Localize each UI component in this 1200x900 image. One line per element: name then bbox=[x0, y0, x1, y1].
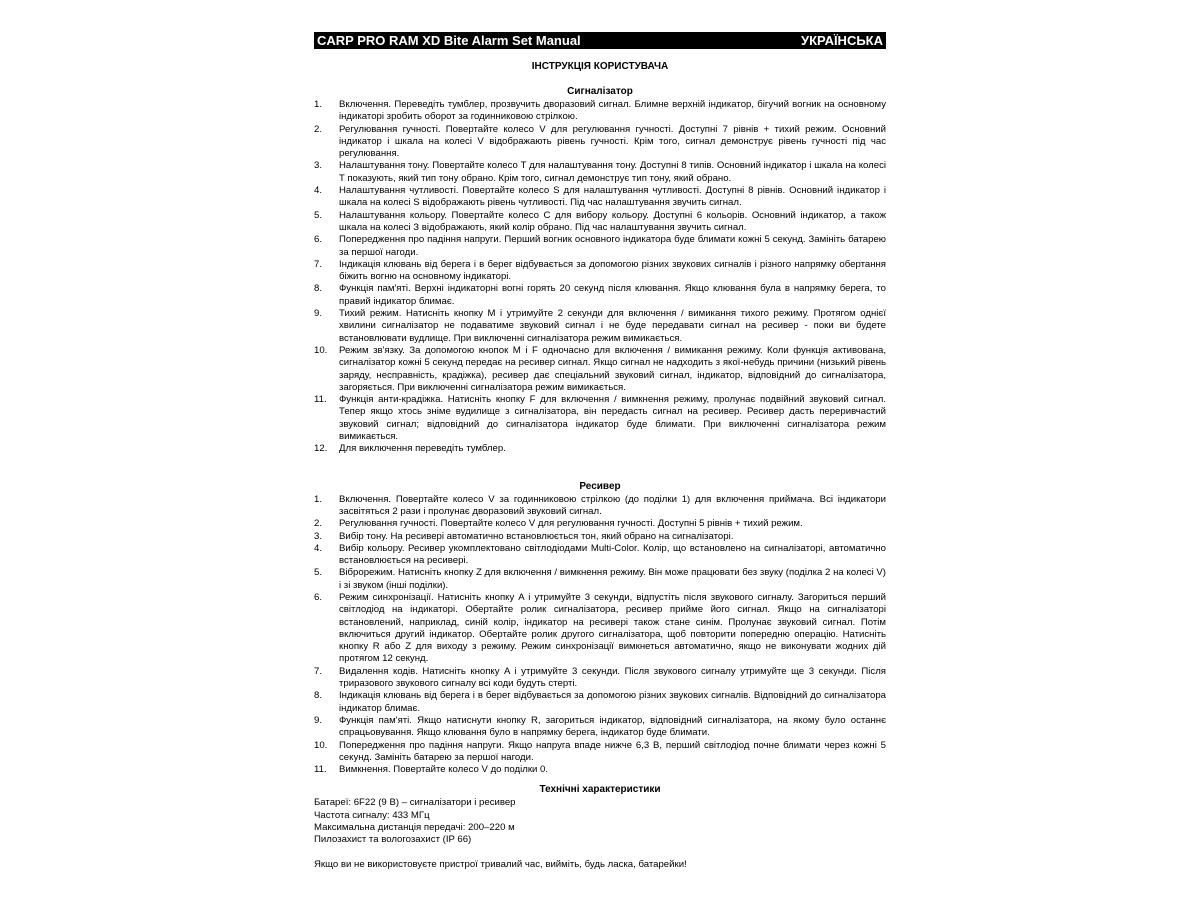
item-text: Режим синхронізації. Натисніть кнопку A і утримуйте 3 секунди, відпустіть після звукового сигналу. Загориться перший світлодіод на індикаторі. Обертайте ролик сигналізатора, ресивер прийме його сигнал. Якщо на сигналізаторі встановлений, наприклад, синій колір, індикатор на ресивері також стане синім. Пролунає звуковий сигнал. Потім включиться другий індикатор. Обертайте ролик другого сигналізатора, щоб повторити попередню операцію. Натисніть кнопку R або Z для виходу з режиму. Режим синхронізації вимкнеться автоматично, якщо не виконувати жодних дій протягом 12 секунд. bbox=[339, 591, 886, 665]
spec-protection: Пилозахист та вологозахист (IP 66) bbox=[314, 834, 472, 846]
item-text: Вибір тону. На ресивері автоматично встановлюється тон, який обрано на сигналізаторі. bbox=[339, 530, 734, 542]
item-number: 5. bbox=[314, 567, 323, 579]
item-number: 6. bbox=[314, 234, 323, 246]
item-number: 10. bbox=[314, 739, 328, 751]
item-text: Режим зв'язку. За допомогою кнопок M і F одночасно для включення / вимикання режиму. Коли функція активована, сигналізатор кожні 5 секунд передає на ресивер сигнал. Якщо сигнал не надходить з якої-небудь причини (низький рівень заряду, несправність, крадіжка), ресивер дає спеціальний звуковий сигнал, індикатор, відповідний до сигналізатора, загоряється. При виключенні сигналізатора режим вимикається. bbox=[339, 344, 886, 393]
item-number: 4. bbox=[314, 185, 323, 197]
list-item bbox=[314, 690, 886, 715]
item-text: Регулювання гучності. Повертайте колесо V для регулювання гучності. Доступні 7 рівнів + тихий режим. Основний індикатор і шкала на колесі V відображають рівень гучності. Крім того, сигнал демонструє рівень гучності під час регулювання. bbox=[339, 123, 886, 160]
item-number: 8. bbox=[314, 283, 323, 295]
item-text: Віброрежим. Натисніть кнопку Z для включення / вимкнення режиму. Він може працювати без звуку (поділка 2 на колесі V) і зі звуком (інші поділки). bbox=[339, 567, 886, 591]
item-text: Налаштування кольору. Повертайте колесо C для вибору кольору. Доступні 6 кольорів. Основний індикатор, а також шкала на колесі З відображають, який колір обрано. Під час налаштування звучить сигнал. bbox=[339, 209, 886, 233]
receiver-list bbox=[314, 494, 886, 777]
item-number: 1. bbox=[314, 493, 323, 505]
item-text: Вимкнення. Повертайте колесо V до поділки 0. bbox=[339, 764, 549, 776]
receiver-section-title: Ресивер bbox=[579, 480, 621, 492]
list-item bbox=[314, 210, 886, 235]
item-text: Індикація клювань від берега і в берег відбувається за допомогою різних звукових сигналів. Відповідний до сигналізатора індикатор блимає. bbox=[339, 690, 886, 714]
item-text: Функція пам'яті. Верхні індикаторні вогні горять 20 секунд після клювання. Якщо клювання була в напрямку берега, то правий індикатор блимає. bbox=[339, 283, 886, 307]
spec-frequency: Частота сигналу: 433 МГц bbox=[314, 809, 430, 821]
section-spacer bbox=[314, 456, 886, 481]
list-item bbox=[314, 185, 886, 210]
list-item bbox=[314, 666, 886, 691]
document-title: ІНСТРУКЦІЯ КОРИСТУВАЧА bbox=[531, 61, 669, 72]
list-item bbox=[314, 283, 886, 308]
list-item bbox=[314, 715, 886, 740]
item-number: 4. bbox=[314, 542, 323, 554]
item-number: 7. bbox=[314, 258, 323, 270]
list-item bbox=[314, 543, 886, 568]
list-item bbox=[314, 124, 886, 161]
battery-note: Якщо ви не використовуєте пристрої тривалий час, вийміть, будь ласка, батарейки! bbox=[314, 858, 687, 870]
item-text: Налаштування тону. Повертайте колесо T для налаштування тону. Доступні 8 типів. Основний індикатор і шкала на колесі T показують, який тип тону обрано. Крім того, сигнал демонструє тип тону, який обрано. bbox=[339, 160, 886, 184]
item-text: Індикація клювань від берега і в берег відбувається за допомогою різних звукових сигналів і різного напрямку обертання біжить вогню на основному індикаторі. bbox=[339, 258, 886, 283]
item-number: 11. bbox=[314, 764, 327, 776]
item-text: Включення. Переведіть тумблер, прозвучить дворазовий сигнал. Блимне верхній індикатор, бігучий вогник на основному індикаторі зробить оборот за годинниковою стрілкою. bbox=[339, 99, 886, 123]
item-number: 6. bbox=[314, 591, 323, 603]
item-number: 2. bbox=[314, 518, 323, 530]
list-item bbox=[314, 494, 886, 519]
list-item bbox=[314, 740, 886, 765]
signal-list bbox=[314, 99, 886, 456]
item-number: 3. bbox=[314, 160, 323, 172]
list-item bbox=[314, 259, 886, 284]
item-number: 12. bbox=[314, 443, 328, 455]
header-bar bbox=[314, 32, 886, 49]
list-item bbox=[314, 764, 886, 776]
manual-page bbox=[314, 32, 886, 871]
list-item bbox=[314, 567, 886, 592]
signal-section-title: Сигналізатор bbox=[567, 86, 633, 97]
item-number: 5. bbox=[314, 209, 323, 221]
specs-section-title: Технічні характеристики bbox=[539, 784, 661, 796]
item-number: 8. bbox=[314, 690, 323, 702]
list-item bbox=[314, 345, 886, 394]
spec-range: Максимальна дистанція передачі: 200–220 м bbox=[314, 822, 515, 834]
list-item bbox=[314, 160, 886, 185]
list-item bbox=[314, 531, 886, 543]
item-text: Попередження про падіння напруги. Якщо напруга впаде нижче 6,3 В, перший світлодіод почне блимати через кожні 5 секунд. Замініть батарею за першої нагоди. bbox=[339, 739, 886, 763]
item-text: Функція пам'яті. Якщо натиснути кнопку R, загориться індикатор, відповідний сигналізатора, на якому було останнє спрацьовування. Якщо клювання було в напрямку берега, індикатор буде блимати. bbox=[339, 714, 886, 739]
header-title: CARP PRO RAM XD Bite Alarm Set Manual bbox=[317, 33, 581, 48]
list-item bbox=[314, 518, 886, 530]
item-number: 9. bbox=[314, 714, 323, 726]
item-number: 9. bbox=[314, 308, 323, 320]
list-item bbox=[314, 394, 886, 443]
list-item bbox=[314, 234, 886, 259]
item-text: Видалення кодів. Натисніть кнопку A і утримуйте 3 секунди. Після звукового сигналу утримуйте ще 3 секунди. Після триразового звукового сигналу всі коди будуть стерті. bbox=[339, 665, 886, 690]
spec-battery: Батареї: 6F22 (9 В) – сигналізатори і ресивер bbox=[314, 797, 516, 809]
item-text: Тихий режим. Натисніть кнопку M і утримуйте 2 секунди для включення / вимикання тихого режиму. Протягом однієї хвилини сигналізатор не подаватиме звуковий сигнал і не буде передавати сигнал на ресивер - поки ви будете встановлювати вудлище. При виключенні сигналізатора режим вимикається. bbox=[339, 308, 886, 344]
item-text: Для виключення переведіть тумблер. bbox=[339, 443, 506, 455]
list-item bbox=[314, 308, 886, 345]
header-language: УКРАЇНСЬКА bbox=[801, 33, 883, 48]
item-text: Функція анти-крадіжка. Натисніть кнопку F для включення / вимкнення режиму, пролунає подвійний звуковий сигнал. Тепер якщо хтось зніме вудилище з сигналізатора, він передасть сигнал на ресивер. Ресивер дасть переривчастий звуковий сигнал; відповідний до сигналізатора індикатор буде блимати. При виключенні сигналізатора режим вимикається. bbox=[339, 394, 886, 443]
item-text: Регулювання гучності. Повертайте колесо V для регулювання гучності. Доступні 5 рівнів + тихий режим. bbox=[339, 518, 803, 530]
list-item bbox=[314, 592, 886, 666]
item-number: 10. bbox=[314, 344, 328, 356]
item-text: Налаштування чутливості. Повертайте колесо S для налаштування чутливості. Доступні 8 рівнів. Основний індикатор і шкала на колесі S відображають рівень чутливості. Під час налаштування звучить сигнал. bbox=[339, 185, 886, 209]
section-spacer bbox=[314, 776, 886, 784]
item-number: 2. bbox=[314, 123, 323, 135]
item-text: Попередження про падіння напруги. Перший вогник основного індикатора буде блимати кожні 5 секунд. Замініть батарею за першої нагоди. bbox=[339, 234, 886, 258]
item-number: 7. bbox=[314, 665, 323, 677]
item-text: Вибір кольору. Ресивер укомплектовано світлодіодами Multi-Color. Колір, що встановлено на сигналізаторі, автоматично встановлюється на ресивері. bbox=[339, 542, 886, 567]
list-item bbox=[314, 443, 886, 455]
item-text: Включення. Повертайте колесо V за годинниковою стрілкою (до поділки 1) для включення приймача. Всі індикатори засвітяться 2 рази і пролунає дворазовий звуковий сигнал. bbox=[339, 493, 886, 517]
item-number: 1. bbox=[314, 99, 323, 110]
item-number: 3. bbox=[314, 530, 323, 542]
item-number: 11. bbox=[314, 394, 327, 406]
list-item bbox=[314, 99, 886, 124]
